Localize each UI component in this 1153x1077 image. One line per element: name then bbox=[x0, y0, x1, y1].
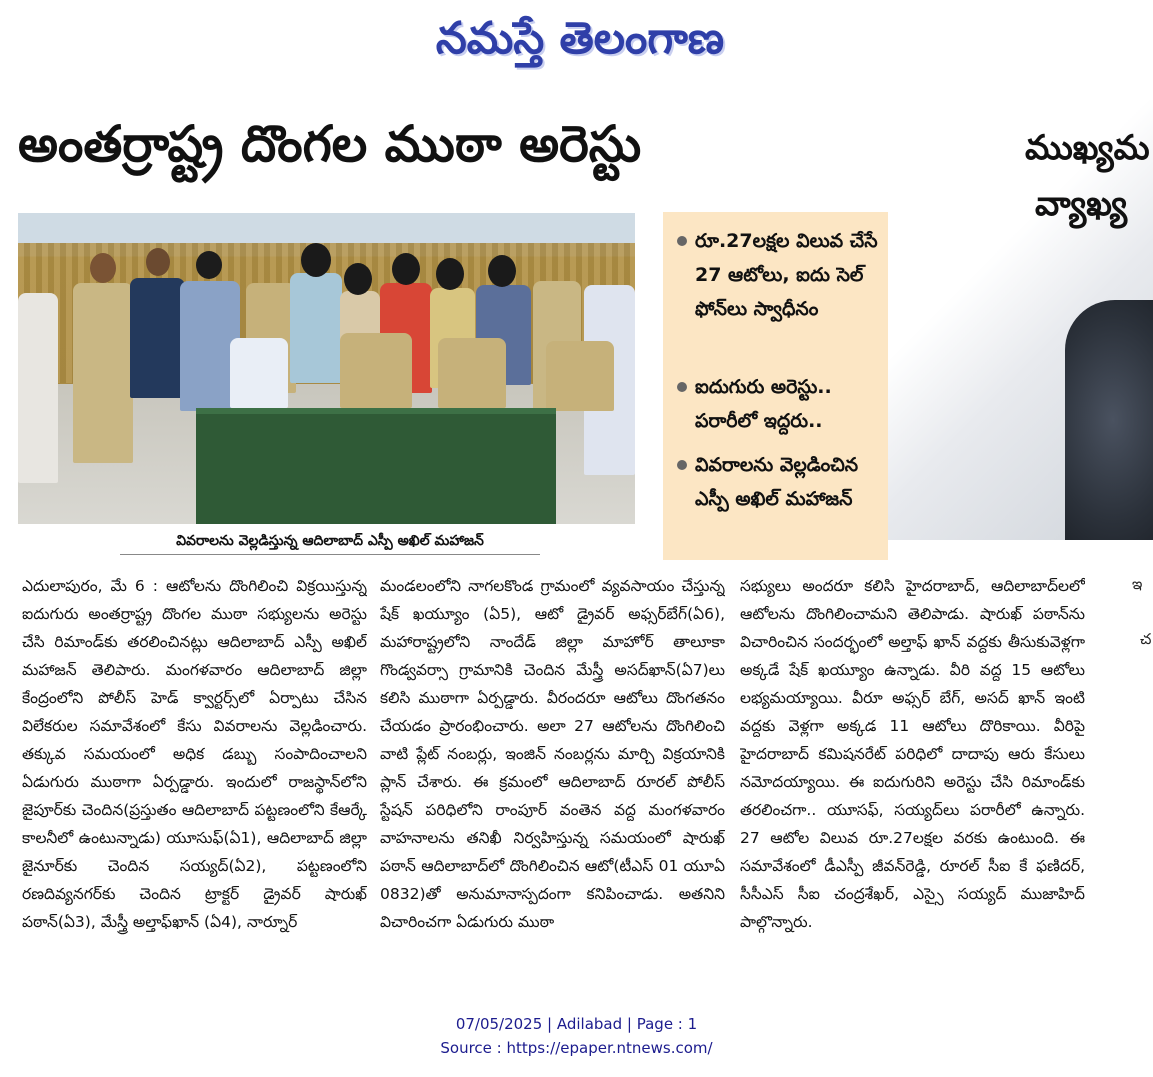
bullet-icon bbox=[677, 236, 687, 246]
edition-info: 07/05/2025 | Adilabad | Page : 1 bbox=[455, 1015, 698, 1033]
photo-caption: వివరాలను వెల్లడిస్తున్న ఆదిలాబాద్ ఎస్పీ అఖిల్ మహాజన్ bbox=[120, 528, 540, 555]
photo-seated-official bbox=[546, 341, 614, 411]
photo-seated-official bbox=[230, 338, 288, 408]
highlight-item bbox=[677, 370, 882, 438]
article-headline: అంతర్రాష్ట్ర దొంగల ముఠా అరెస్టు bbox=[18, 115, 642, 173]
photo-person bbox=[73, 283, 133, 463]
adjacent-headline-line1: ముఖ్యమ bbox=[1025, 128, 1150, 168]
photo-head bbox=[146, 248, 170, 276]
highlights-box bbox=[663, 212, 888, 560]
article-column-2: మండలంలోని నాగలకొండ గ్రామంలో వ్యవసాయం చేస్తున్న షేక్ ఖయ్యూం (ఏ5), ఆటో డ్రైవర్ అఫ్సర్‌బేగ్(ఏ6), మహారాష్ట్రలోని నాందేడ్ జిల్లా మాహోర్ తాలూకా గొండ్వవర్సా గ్రామానికి చెందిన మేస్త్రీ అసద్‌ఖాన్(ఏ7)లు కలిసి ముఠాగా ఏర్పడ్డారు. వీరందరూ ఆటోలు దొంగతనం చేయడం ప్రారంభించారు. అలా 27 ఆటోలను దొంగిలించి వాటి ప్లేట్ నంబర్లు, ఇంజిన్ నంబర్లను మార్చి విక్రయానికి ప్లాన్ చేశారు. ఈ క్రమంలో ఆదిలాబాద్ రూరల్ పోలీస్ స్టేషన్ పరిధిలోని రాంపూర్ వంతెన వద్ద మంగళవారం వాహనాలను తనిఖీ నిర్వహిస్తున్న సమయంలో షారుఖ్ పఠాన్ ఆదిలాబాద్‌లో దొంగిలించిన ఆటో(టీఎస్ 01 యూఏ 0832)తో అనుమానాస్పదంగా కనిపించాడు. అతనిని విచారించగా ఏడుగురు ముఠా bbox=[380, 577, 725, 931]
photo-head bbox=[392, 253, 420, 285]
photo-head bbox=[196, 251, 222, 279]
adjacent-article-photo bbox=[1065, 300, 1153, 540]
photo-person bbox=[290, 273, 342, 383]
highlight-text: వివరాలను వెల్లడించిన ఎస్పీ అఖిల్ మహాజన్ bbox=[695, 454, 859, 510]
source-link[interactable]: Source : https://epaper.ntnews.com/ bbox=[440, 1039, 713, 1057]
photo-person bbox=[18, 293, 58, 483]
photo-head bbox=[436, 258, 464, 290]
photo-seated-official bbox=[340, 333, 412, 408]
photo-seated-official bbox=[438, 338, 506, 408]
adjacent-article-fragment bbox=[850, 100, 1153, 540]
highlight-text: రూ.27లక్షల విలువ చేసే 27 ఆటోలు, ఐదు సెల్ ఫోన్‌లు స్వాధీనం bbox=[695, 230, 878, 320]
highlight-item bbox=[677, 224, 882, 326]
adjacent-text-fragment-2: చ bbox=[1140, 630, 1152, 648]
bullet-icon bbox=[677, 382, 687, 392]
photo-head bbox=[344, 263, 372, 295]
bullet-icon bbox=[677, 460, 687, 470]
photo-person bbox=[130, 278, 185, 398]
adjacent-headline-line2: వ్యాఖ్య bbox=[1035, 184, 1128, 224]
photo-head bbox=[301, 243, 331, 277]
article-column-1: ఎదులాపురం, మే 6 : ఆటోలను దొంగిలించి విక్రయిస్తున్న ఐదుగురు అంతర్రాష్ట్ర దొంగల ముఠా సభ్యులను అరెస్టు చేసి రిమాండ్‌కు తరలించినట్లు ఆదిలాబాద్ ఎస్పీ అఖిల్ మహాజన్ తెలిపారు. మంగళవారం ఆదిలాబాద్ జిల్లా కేంద్రంలోని పోలీస్ హెడ్ క్వార్టర్స్‌లో ఏర్పాటు చేసిన విలేకరుల సమావేశంలో కేసు వివరాలను వెల్లడించారు. తక్కువ సమయంలో అధిక డబ్బు సంపాదించాలని ఏడుగురు ముఠాగా ఏర్పడ్డారు. ఇందులో రాజస్థాన్‌లోని జైపూర్‌కు చెందిన(ప్రస్తుతం ఆదిలాబాద్ పట్టణంలోని కేఆర్కే కాలనీలో ఉంటున్నాడు) యూసుఫ్(ఏ1), ఆదిలాబాద్ జిల్లా జైనూర్‌కు చెందిన సయ్యద్(ఏ2), పట్టణంలోని రణదివ్యనగర్‌కు చెందిన ట్రాక్టర్ డ్రైవర్ షారుఖ్ పఠాన్(ఏ3), మేస్త్రీ అల్తాఫ్‌ఖాన్ (ఏ4), నార్నూర్ bbox=[22, 577, 367, 931]
photo-head bbox=[90, 253, 116, 283]
article-column-3: సభ్యులు అందరూ కలిసి హైదరాబాద్, ఆదిలాబాద్‌లలో ఆటోలను దొంగిలించామని తెలిపాడు. షారుఖ్ పఠాన్‌ను విచారించిన సందర్భంలో అల్తాఫ్ ఖాన్ వద్దకు తీసుకువెళ్లగా అక్కడే షేక్ ఖయ్యూం ఉన్నాడు. వీరి వద్ద 15 ఆటోలు లభ్యమయ్యాయి. వీరూ అఫ్సర్ బేగ్, అసద్ ఖాన్ ఇంటి వద్దకు వెళ్లగా అక్కడ 11 ఆటోలు దొరికాయి. వీరిపై హైదరాబాద్ కమిషనరేట్ పరిధిలో దాదాపు ఆరు కేసులు నమోదయ్యాయి. ఈ ఐదుగురిని అరెస్టు చేసి రిమాండ్‌కు తరలించగా.. యూసఫ్, సయ్యద్‌లు పరారీలో ఉన్నారు. 27 ఆటోల విలువ రూ.27లక్షల వరకు ఉంటుంది. ఈ సమావేశంలో డీఎస్పీ జీవన్‌రెడ్డి, రూరల్ సీఐ కే ఫణిదర్, సీసీఎస్ సీఐ చంద్రశేఖర్, ఎస్సై సయ్యద్ ముజాహిద్ పాల్గొన్నారు. bbox=[740, 577, 1085, 931]
adjacent-text-fragment-1: ఇ bbox=[1132, 575, 1143, 593]
photo-table bbox=[196, 408, 556, 524]
press-meet-photo bbox=[18, 213, 635, 524]
highlight-text: ఐదుగురు అరెస్టు.. పరారీలో ఇద్దరు.. bbox=[695, 376, 832, 432]
photo-head bbox=[488, 255, 516, 287]
newspaper-masthead: నమస్తే తెలంగాణ bbox=[435, 13, 725, 64]
highlight-item bbox=[677, 448, 882, 516]
